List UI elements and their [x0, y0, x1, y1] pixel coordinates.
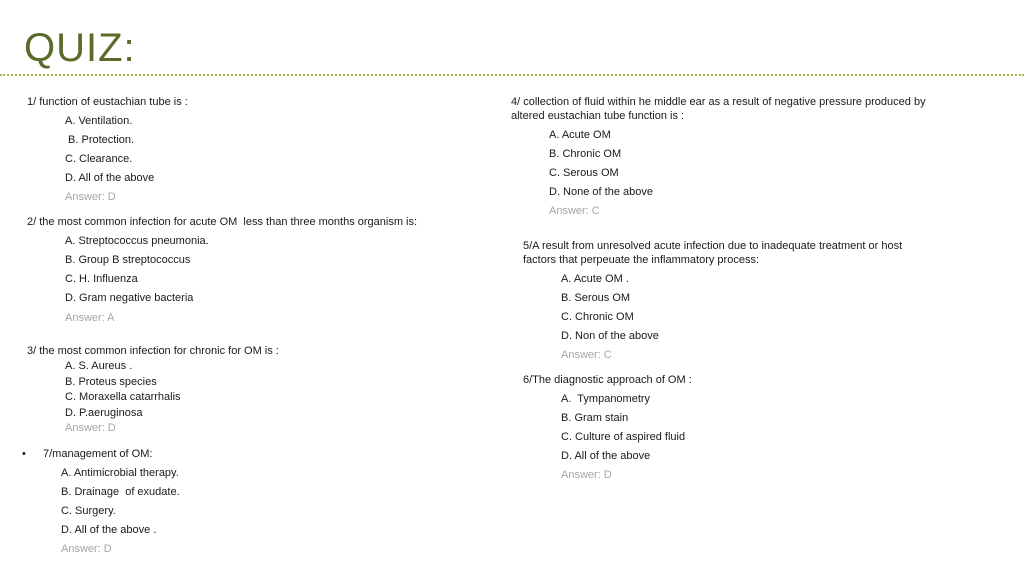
question-7-option-b: B. Drainage of exudate.: [61, 486, 180, 498]
question-5-answer: Answer: C: [561, 349, 612, 361]
question-6-option-c: C. Culture of aspired fluid: [561, 431, 686, 443]
question-1-option-a: A. Ventilation.: [65, 115, 133, 127]
question-1-answer: Answer: D: [65, 191, 116, 203]
question-5-line-1: 5/A result from unresolved acute infection due to inadequate treatment or host: [523, 240, 903, 252]
question-2-option-c: C. H. Influenza: [65, 273, 138, 285]
question-3-option-c: C. Moraxella catarrhalis: [65, 391, 181, 403]
question-3-text: 3/ the most common infection for chronic for OM is :: [27, 345, 279, 357]
question-3-option-d: D. P.aeruginosa: [65, 407, 143, 419]
question-5-option-a: A. Acute OM .: [561, 273, 629, 285]
question-6-option-b: B. Gram stain: [561, 412, 629, 424]
question-3-option-a: A. S. Aureus .: [65, 360, 133, 372]
question-4-text: [511, 95, 926, 123]
question-3-answer: Answer: D: [65, 422, 116, 434]
question-6-answer: Answer: D: [561, 469, 612, 481]
question-1-option-b: B. Protection.: [65, 134, 135, 146]
question-5-line-2: factors that perpeuate the inflammatory process:: [523, 254, 760, 266]
question-4-option-c: C. Serous OM: [549, 167, 619, 179]
question-5-option-d: D. Non of the above: [561, 330, 659, 342]
question-7-option-a: A. Antimicrobial therapy.: [61, 467, 179, 479]
question-5-option-b: B. Serous OM: [561, 292, 631, 304]
question-7-text: 7/management of OM:: [43, 448, 153, 460]
question-7-option-d: D. All of the above .: [61, 524, 157, 536]
question-4-line-1: 4/ collection of fluid within he middle ear as a result of negative pressure produced by: [511, 96, 926, 108]
question-7-option-c: C. Surgery.: [61, 505, 116, 517]
question-4-line-2: altered eustachian tube function is :: [511, 110, 685, 122]
title-divider: [0, 74, 1024, 76]
question-6-option-a: A. Tympanometry: [561, 393, 651, 405]
bullet-icon: •: [22, 448, 26, 460]
question-4-option-a: A. Acute OM: [549, 129, 611, 141]
question-2-option-d: D. Gram negative bacteria: [65, 292, 194, 304]
question-4-option-b: B. Chronic OM: [549, 148, 622, 160]
question-4-answer: Answer: C: [549, 205, 600, 217]
question-6-text: 6/The diagnostic approach of OM :: [523, 374, 692, 386]
question-1-text: 1/ function of eustachian tube is :: [27, 96, 188, 108]
page-title: QUIZ:: [24, 26, 136, 70]
question-5-text: [523, 239, 902, 267]
question-7-answer: Answer: D: [61, 543, 112, 555]
question-2-text: 2/ the most common infection for acute OM less than three months organism is:: [27, 216, 418, 228]
question-1-option-c: C. Clearance.: [65, 153, 133, 165]
question-2-answer: Answer: A: [65, 312, 115, 324]
question-5-option-c: C. Chronic OM: [561, 311, 634, 323]
question-2-option-a: A. Streptococcus pneumonia.: [65, 235, 209, 247]
question-2-option-b: B. Group B streptococcus: [65, 254, 191, 266]
question-4-option-d: D. None of the above: [549, 186, 653, 198]
question-6-option-d: D. All of the above: [561, 450, 651, 462]
question-1-option-d: D. All of the above: [65, 172, 155, 184]
question-3-option-b: B. Proteus species: [65, 376, 157, 388]
